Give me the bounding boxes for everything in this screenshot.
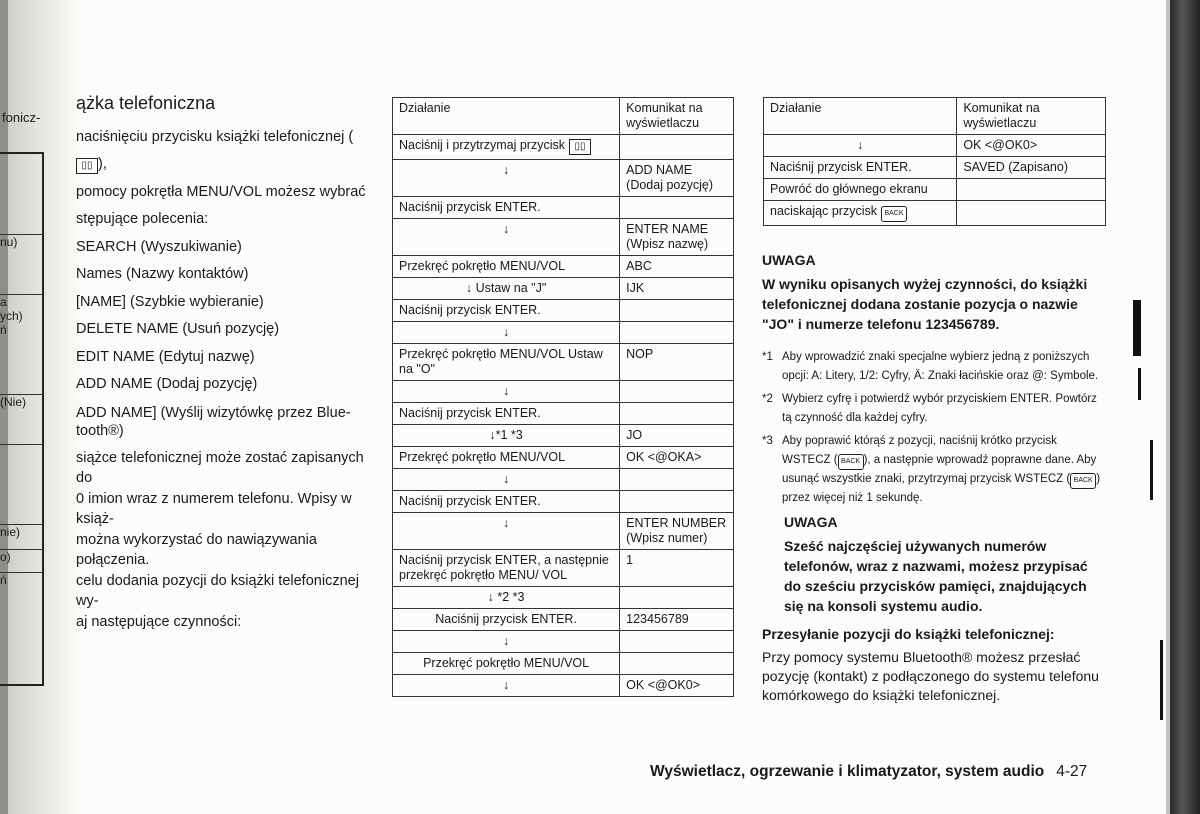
table-cell-text: ↓ (502, 634, 510, 648)
table-cell (620, 513, 734, 550)
table-cell (957, 179, 1106, 201)
table-row (393, 403, 734, 425)
table-header-row (764, 98, 1106, 135)
table-cell-text: ↓ (502, 678, 510, 692)
footnote-text: ) przez więcej niż 1 sekundę. (782, 473, 1101, 504)
paragraph-line: aj następujące czynności: (76, 613, 242, 630)
note-heading: UWAGA (762, 252, 816, 268)
table-cell-text: Przekręć pokrętło MENU/VOL (399, 450, 566, 464)
table-cell-text: Przekręć pokrętło MENU/VOL (399, 259, 566, 273)
table-cell-text: Naciśnij przycisk ENTER. (770, 160, 912, 174)
table-cell (620, 550, 734, 587)
subsection-text: Przy pomocy systemu Bluetooth® możesz przesłać pozycję (kontakt) z podłączonego do systemu telefonu komórkowego do książki telefonicznej. (762, 649, 1099, 703)
table-header-cell: Komunikat na wyświetlaczu (957, 98, 1106, 135)
table-cell (620, 469, 734, 491)
table-cell (620, 587, 734, 609)
table-cell (393, 300, 620, 322)
table-cell (957, 201, 1106, 226)
table-row (393, 322, 734, 344)
page-footer (650, 763, 1087, 781)
note-heading-2: UWAGA (784, 514, 838, 530)
previous-page-table (0, 152, 44, 686)
table-cell-text: ↓ (502, 516, 510, 530)
subsection-heading: Przesyłanie pozycji do książki telefonicznej: (762, 626, 1055, 642)
menu-item: [NAME] (Szybkie wybieranie) (76, 293, 264, 310)
table-row (393, 219, 734, 256)
table-row (764, 179, 1106, 201)
back-button-icon: BACK (838, 454, 864, 470)
table-cell (393, 587, 620, 609)
table-row (393, 469, 734, 491)
table-cell (393, 160, 620, 197)
table-cell-text: ABC (626, 259, 652, 273)
table-cell-text: ↓ (502, 163, 510, 177)
table-cell (620, 381, 734, 403)
thumb-index-line (1150, 440, 1153, 500)
prev-row: ń (0, 323, 7, 337)
table-cell (620, 425, 734, 447)
table-row (393, 447, 734, 469)
table-cell-text: SAVED (Zapisano) (963, 160, 1068, 174)
intro-text-3: stępujące polecenia: (76, 211, 209, 227)
intro-text: naciśnięciu przycisku książki telefonicznej ( (76, 128, 354, 145)
table-cell-text: OK <@OK0> (963, 138, 1038, 152)
table-cell (620, 135, 734, 160)
menu-item: tooth®) (76, 422, 124, 439)
table-cell (393, 469, 620, 491)
table-cell-text: naciskając przycisk (770, 204, 877, 218)
table-cell-text: Przekręć pokrętło MENU/VOL (423, 656, 590, 670)
table-row (393, 631, 734, 653)
footnote-marker: *1 (762, 351, 773, 363)
page-right-edge-line (1166, 0, 1170, 814)
table-row (393, 675, 734, 697)
table-cell-text: ↓*1 *3 (489, 428, 523, 442)
table-cell (620, 300, 734, 322)
paragraph-line: celu dodania pozycji do książki telefonicznej wy- (76, 572, 359, 609)
table-cell (393, 219, 620, 256)
prev-row: nie) (0, 525, 21, 539)
note-text: W wyniku opisanych wyżej czynności, do książki telefonicznej dodana zostanie pozycja o nazwie "JO" i numerze telefonu 123456789. (762, 276, 1088, 332)
right-column (762, 252, 1106, 705)
table-cell-text: OK <@OKA> (626, 450, 702, 464)
table-cell (620, 447, 734, 469)
footnote-marker: *2 (762, 393, 773, 405)
table-cell (620, 675, 734, 697)
table-cell (393, 278, 620, 300)
table-row (393, 381, 734, 403)
table-cell (620, 609, 734, 631)
table-cell (620, 197, 734, 219)
table-cell-text: ↓ (502, 472, 510, 486)
table-cell (620, 256, 734, 278)
footnote-marker: *3 (762, 435, 773, 447)
thumb-index-line (1138, 368, 1141, 400)
table-cell-text: IJK (626, 281, 645, 295)
table-header-cell: Działanie (393, 98, 620, 135)
prev-row: nu) (0, 235, 18, 249)
footnote-text: Aby poprawić którąś z pozycji, naciśnij krótko przycisk WSTECZ ( (782, 435, 1057, 466)
table-cell (764, 135, 957, 157)
back-button-icon: BACK (881, 206, 907, 222)
back-button-icon: BACK (1070, 473, 1096, 489)
left-column (76, 90, 366, 632)
table-cell (393, 135, 620, 160)
table-cell-text: Naciśnij przycisk ENTER. (435, 612, 577, 626)
table-cell-text: ADD NAME (Dodaj pozycję) (626, 163, 713, 192)
table-cell (620, 219, 734, 256)
table-cell-text: ↓ (502, 222, 510, 236)
table-cell (393, 447, 620, 469)
table-row (393, 278, 734, 300)
footnote-text: Aby wprowadzić znaki specjalne wybierz jedną z poniższych opcji: A: Litery, 1/2: Cyfry, Ä: Znaki łacińskie oraz @: Symbole. (782, 351, 1099, 382)
table-cell (620, 322, 734, 344)
table-cell-text: Naciśnij przycisk ENTER. (399, 406, 541, 420)
table-cell-text: Naciśnij przycisk ENTER, a następnie przekręć pokrętło MENU/ VOL (399, 553, 609, 582)
table-cell (620, 344, 734, 381)
prev-row: a (0, 295, 7, 309)
table-cell (393, 653, 620, 675)
table-cell (764, 179, 957, 201)
table-row (393, 135, 734, 160)
table-cell-text: ↓ (857, 138, 864, 152)
table-row (393, 197, 734, 219)
table-cell-text: 1 (626, 553, 634, 567)
table-cell (620, 160, 734, 197)
prev-row: o) (0, 550, 11, 564)
table-cell-text: ↓ (502, 325, 510, 339)
table-cell (620, 491, 734, 513)
table-cell-text: OK <@OK0> (626, 678, 700, 692)
menu-item: Names (Nazwy kontaktów) (76, 266, 249, 282)
table-row (393, 653, 734, 675)
table-header-cell: Działanie (764, 98, 957, 135)
table-cell (393, 322, 620, 344)
paragraph-line: można wykorzystać do nawiązywania połączenia. (76, 531, 317, 568)
table-cell-text: ↓ (502, 384, 510, 398)
book-icon: ▯▯ (76, 158, 98, 174)
table-header-row (393, 98, 734, 135)
table-row (393, 491, 734, 513)
table-row (764, 201, 1106, 226)
table-cell (393, 550, 620, 587)
table-cell-text: ↓ *2 *3 (487, 590, 525, 604)
table-cell-text: ↓ Ustaw na "J" (465, 281, 547, 295)
paragraph-line: 0 imion wraz z numerem telefonu. Wpisy w książ- (76, 490, 352, 527)
table-cell-text: 123456789 (626, 612, 689, 626)
section-heading: ążka telefoniczna (76, 93, 216, 113)
intro-text-2: pomocy pokrętła MENU/VOL możesz wybrać (76, 183, 366, 200)
table-cell (393, 513, 620, 550)
procedure-table-continued (763, 97, 1106, 226)
table-cell (393, 491, 620, 513)
paragraph-line: siążce telefonicznej może zostać zapisanych do (76, 449, 364, 486)
table-cell (393, 675, 620, 697)
footnote-text: ), a następnie wprowadź poprawne dane. Aby usunąć wszystkie znaki, przytrzymaj przycisk WSTECZ ( (782, 454, 1097, 485)
table-cell (957, 157, 1106, 179)
table-row (393, 425, 734, 447)
table-cell (620, 403, 734, 425)
table-cell (393, 425, 620, 447)
table-cell (620, 631, 734, 653)
procedure-table (392, 97, 734, 697)
table-row (393, 550, 734, 587)
table-row (764, 135, 1106, 157)
table-cell (620, 278, 734, 300)
table-cell (620, 653, 734, 675)
table-cell-text: Naciśnij przycisk ENTER. (399, 303, 541, 317)
intro-text-end: ), (98, 156, 107, 172)
table-cell (393, 381, 620, 403)
book-icon: ▯▯ (569, 139, 591, 155)
table-row (764, 157, 1106, 179)
menu-item: ADD NAME (Dodaj pozycję) (76, 376, 258, 392)
table-cell (393, 631, 620, 653)
table-row (393, 344, 734, 381)
table-cell (393, 609, 620, 631)
table-cell-text: Powróć do głównego ekranu (770, 182, 928, 196)
table-cell (764, 157, 957, 179)
prev-page-title: fonicz- (2, 110, 41, 125)
table-row (393, 160, 734, 197)
page-right-edge (1170, 0, 1200, 814)
prev-row: ń (0, 573, 7, 587)
thumb-index-marker (1133, 300, 1141, 356)
table-cell-text: Naciśnij przycisk ENTER. (399, 200, 541, 214)
prev-row: ych) (0, 309, 23, 323)
menu-item: ADD NAME] (Wyślij wizytówkę przez Blue- (76, 404, 351, 421)
table-cell-text: ENTER NUMBER (Wpisz numer) (626, 516, 727, 545)
page-number: 4-27 (1056, 763, 1088, 780)
table-header-cell: Komunikat na wyświetlaczu (620, 98, 734, 135)
prev-row: (Nie) (0, 395, 26, 409)
table-cell (393, 344, 620, 381)
table-cell (764, 201, 957, 226)
footer-title: Wyświetlacz, ogrzewanie i klimatyzator, system audio (650, 763, 1045, 780)
table-cell (393, 403, 620, 425)
menu-item: EDIT NAME (Edytuj nazwę) (76, 348, 255, 365)
table-row (393, 256, 734, 278)
table-cell-text: Naciśnij i przytrzymaj przycisk (399, 138, 565, 152)
table-row (393, 609, 734, 631)
thumb-index-line (1160, 640, 1163, 720)
table-row (393, 300, 734, 322)
table-row (393, 513, 734, 550)
table-cell-text: JO (626, 428, 643, 442)
table-cell (957, 135, 1106, 157)
table-cell-text: ENTER NAME (Wpisz nazwę) (626, 222, 709, 251)
table-cell-text: Naciśnij przycisk ENTER. (399, 494, 541, 508)
table-cell-text: NOP (626, 347, 654, 361)
menu-item: DELETE NAME (Usuń pozycję) (76, 321, 280, 337)
table-cell (393, 197, 620, 219)
note-text-2: Sześć najczęściej używanych numerów telefonów, wraz z nazwami, możesz przypisać do sześciu przycisków pamięci, znajdujących się na konsoli systemu audio. (784, 538, 1088, 614)
menu-item: SEARCH (Wyszukiwanie) (76, 238, 242, 255)
table-cell-text: Przekręć pokrętło MENU/VOL Ustaw na "O" (399, 347, 603, 376)
table-row (393, 587, 734, 609)
table-cell (393, 256, 620, 278)
footnote-text: Wybierz cyfrę i potwierdź wybór przyciskiem ENTER. Powtórz tą czynność dla każdej cyfry. (782, 393, 1097, 424)
